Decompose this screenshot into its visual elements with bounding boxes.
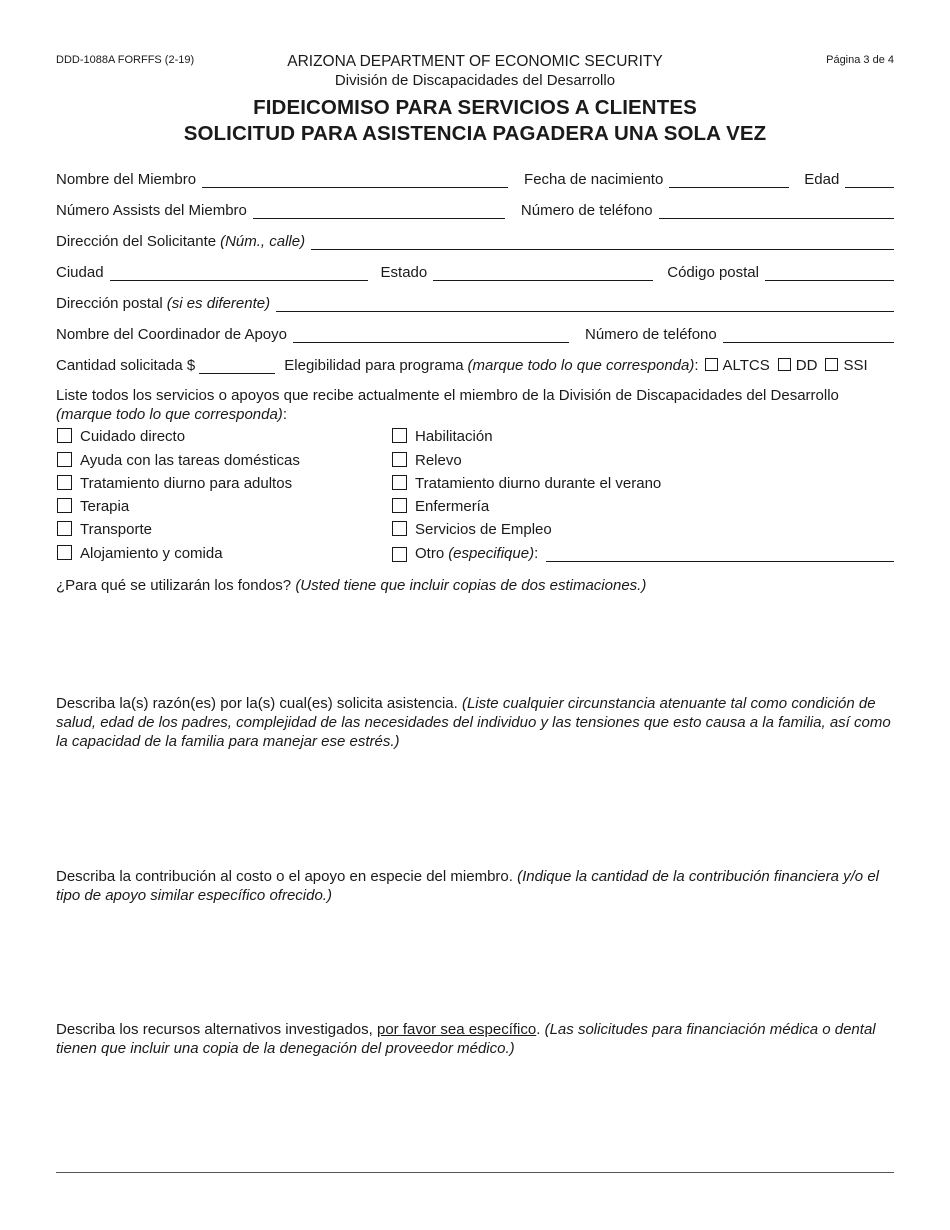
checkbox[interactable] [57,521,72,536]
checkbox[interactable] [57,498,72,513]
state-label: Estado [380,264,428,281]
reasons-answer-area[interactable] [56,756,894,856]
contribution-hint: (Indique la cantidad de la contribución financiera y/o el tipo de apoyo similar específico ofrecido.) [56,868,879,904]
form-id: DDD-1088A FORFFS (2-19) [56,54,195,66]
funds-question: ¿Para qué se utilizarán los fondos? (Usted tiene que incluir copias de dos estimaciones.) [56,577,647,594]
service-room-board[interactable]: Alojamiento y comida [57,545,223,562]
service-nursing[interactable]: Enfermería [392,498,489,515]
address-label: Dirección del Solicitante [56,233,217,250]
phone-label: Número de teléfono [520,202,653,219]
assists-number-label: Número Assists del Miembro [56,202,247,219]
coordinator-field[interactable] [293,327,569,343]
service-direct-care[interactable]: Cuidado directo [57,428,185,445]
row-mailing [56,292,894,312]
services-intro: Liste todos los servicios o apoyos que recibe actualmente el miembro de la División de Discapacidades del Desarrollo (marque todo lo que corresponda): [56,387,839,423]
division-name: División de Discapacidades del Desarrollo [334,72,616,89]
checkbox[interactable] [57,475,72,490]
service-housework[interactable]: Ayuda con las tareas domésticas [57,452,300,469]
service-habilitation[interactable]: Habilitación [392,428,493,445]
row-assists [56,199,894,219]
services-hint: (marque todo lo que corresponda) [56,406,283,423]
address-hint: (Núm., calle) [220,233,306,250]
agency-name: ARIZONA DEPARTMENT OF ECONOMIC SECURITY [287,53,663,70]
state-field[interactable] [433,265,653,281]
zip-field[interactable] [765,265,894,281]
row-city [56,261,894,281]
coordinator-phone-field[interactable] [723,327,894,343]
member-name-field[interactable] [202,172,508,188]
birth-date-label: Fecha de nacimiento [524,171,664,188]
row-address [56,230,894,250]
member-name-label: Nombre del Miembro [56,171,197,188]
eligibility-option-altcs[interactable]: ALTCS [705,357,770,374]
coordinator-label: Nombre del Coordinador de Apoyo [56,326,287,343]
eligibility-option-dd[interactable]: DD [778,357,818,374]
amount-field[interactable] [199,358,275,374]
eligibility-hint: (marque todo lo que corresponda) [467,357,695,374]
resources-hint: (Las solicitudes para financiación médica o dental tienen que incluir una copia de la denegación del proveedor médico.) [56,1021,876,1057]
service-respite[interactable]: Relevo [392,452,462,469]
contribution-answer-area[interactable] [56,910,894,1010]
assists-number-field[interactable] [253,203,505,219]
checkbox[interactable] [392,521,407,536]
page-subtitle: SOLICITUD PARA ASISTENCIA PAGADERA UNA SOLA VEZ [183,122,767,145]
mailing-hint: (si es diferente) [166,295,271,312]
service-therapy[interactable]: Terapia [57,498,129,515]
amount-label: Cantidad solicitada $ [56,357,196,374]
checkbox[interactable] [392,428,407,443]
row-coordinator [56,323,894,343]
service-summer-day[interactable]: Tratamiento diurno durante el verano [392,475,661,492]
eligibility-label: Elegibilidad para programa [284,357,464,374]
birth-date-field[interactable] [669,172,789,188]
service-adult-day[interactable]: Tratamiento diurno para adultos [57,475,292,492]
mailing-field[interactable] [276,296,894,312]
row-amount: Cantidad solicitada $ Elegibilidad para programa (marque todo lo que corresponda): ALTCS DD SSI [56,357,868,374]
contribution-question: Describa la contribución al costo o el apoyo en especie del miembro. (Indique la cantidad de la contribución financiera y/o el tipo de apoyo similar específico ofrecido.) [56,868,879,904]
phone-field[interactable] [659,203,894,219]
service-transport[interactable]: Transporte [57,521,152,538]
altcs-checkbox[interactable] [705,358,718,371]
checkbox[interactable] [392,475,407,490]
reasons-question: Describa la(s) razón(es) por la(s) cual(es) solicita asistencia. (Liste cualquier circunstancia atenuante tal como condición de salud, edad de los padres, complejidad de las necesidades del individuo y las tensiones que esto causa a la familia, así como la capacidad de la familia para manejar ese estrés.) [56,695,891,750]
service-other[interactable]: Otro (especifique): [392,545,894,562]
checkbox[interactable] [392,547,407,562]
age-field[interactable] [845,172,894,188]
ssi-checkbox[interactable] [825,358,838,371]
page-title: FIDEICOMISO PARA SERVICIOS A CLIENTES [253,96,697,119]
funds-hint: (Usted tiene que incluir copias de dos estimaciones.) [295,577,647,594]
bottom-divider [56,1172,894,1173]
mailing-label: Dirección postal [56,295,163,312]
coordinator-phone-label: Número de teléfono [584,326,717,343]
checkbox[interactable] [57,545,72,560]
other-specify-field[interactable] [546,546,894,562]
eligibility-option-ssi[interactable]: SSI [825,357,867,374]
checkbox[interactable] [57,428,72,443]
dd-checkbox[interactable] [778,358,791,371]
address-field[interactable] [311,234,894,250]
resources-question: Describa los recursos alternativos investigados, por favor sea específico. (Las solicitudes para financiación médica o dental tienen que incluir una copia de la denegación del proveedor médico.) [56,1021,876,1057]
resources-answer-area[interactable] [56,1062,894,1162]
service-employment[interactable]: Servicios de Empleo [392,521,552,538]
zip-label: Código postal [667,264,759,281]
row-member [56,168,894,188]
checkbox[interactable] [392,498,407,513]
age-label: Edad [804,171,840,188]
reasons-hint: (Liste cualquier circunstancia atenuante tal como condición de salud, edad de los padres, complejidad de las necesidades del individuo y las tensiones que esto causa a la familia, así como la capacidad de la familia para manejar ese estrés.) [56,695,891,750]
checkbox[interactable] [57,452,72,467]
city-label: Ciudad [56,264,104,281]
funds-answer-area[interactable] [56,600,894,685]
page-number: Página 3 de 4 [826,54,894,66]
city-field[interactable] [110,265,368,281]
checkbox[interactable] [392,452,407,467]
resources-emphasis: por favor sea específico [376,1021,537,1038]
